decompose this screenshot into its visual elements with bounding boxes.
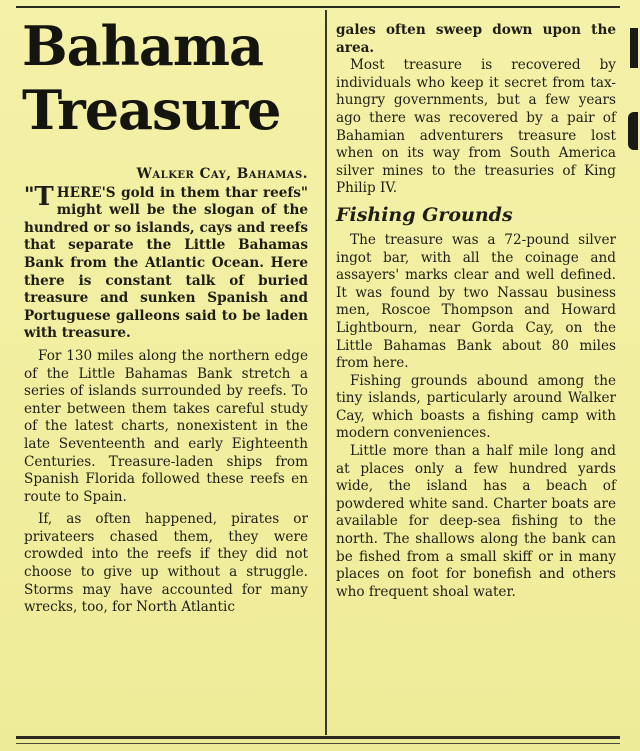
paragraph-4: Most treasure is recovered by individuals who keep it secret from tax-hungry governments, but a few years ago there was recovered by a pair of Bahamian adventurers treasure lost when on its way from South America silver mines to the treasuries of King Philip IV. bbox=[336, 57, 616, 197]
drop-cap: T bbox=[34, 181, 54, 212]
adjacent-letter-fragment bbox=[628, 112, 638, 150]
subhead: Fishing Grounds bbox=[336, 203, 513, 226]
adjacent-letter-fragment bbox=[630, 28, 638, 68]
paragraph-3: If, as often happened, pirates or privateers chased them, they were crowded into the reefs if they did not choose to give up without a struggle. Storms may have accounted for many wrecks, too, for North Atlantic bbox=[24, 511, 308, 616]
adjacent-column-edge bbox=[628, 20, 640, 150]
top-rule bbox=[16, 6, 620, 8]
paragraph-1-text: HERE'S gold in them thar reefs" might well be the slogan of the hundred or so islands, cays and reefs that separate the Little Bahamas Bank from the Atlantic Ocean. Here there is constant talk of buried treasure and sunken Spanish and Portuguese galleons said to be laden with treasure. bbox=[24, 184, 308, 342]
paragraph-6: Fishing grounds abound among the tiny islands, particularly around Walker Cay, which boasts a fishing camp with modern conveniences. bbox=[336, 372, 616, 442]
dateline: Walker Cay, Bahamas. bbox=[136, 166, 308, 182]
opening-quote: " bbox=[24, 181, 35, 206]
left-column bbox=[24, 166, 308, 617]
paragraph-3-continued: gales often sweep down upon the area. bbox=[336, 22, 616, 56]
headline-line-1: Bahama bbox=[22, 14, 264, 78]
column-rule bbox=[325, 10, 327, 735]
headline-line-2: Treasure bbox=[22, 78, 281, 142]
right-column bbox=[336, 22, 616, 601]
paragraph-1 bbox=[24, 181, 308, 343]
headline bbox=[22, 14, 312, 142]
bottom-rule-thin bbox=[16, 743, 620, 744]
paragraph-2: For 130 miles along the northern edge of the Little Bahamas Bank stretch a series of islands surrounded by reefs. To enter between them takes careful study of the latest charts, nonexistent in the late Seventeenth and early Eighteenth Centuries. Treasure-laden ships from Spanish Florida followed these reefs en route to Spain. bbox=[24, 347, 308, 505]
paragraph-5: The treasure was a 72-pound silver ingot bar, with all the coinage and assayers' marks clear and well defined. It was found by two Nassau business men, Roscoe Thompson and Howard Lightbourn, near Gorda Cay, on the Little Bahamas Bank about 80 miles from here. bbox=[336, 231, 616, 372]
paragraph-7: Little more than a half mile long and at places only a few hundred yards wide, the island has a beach of powdered white sand. Charter boats are available for deep-sea fishing to the north. The shallows along the bank can be fished from a small skiff or in many places on foot for bonefish and others who frequent shoal water. bbox=[336, 443, 616, 600]
bottom-rule bbox=[16, 736, 620, 739]
